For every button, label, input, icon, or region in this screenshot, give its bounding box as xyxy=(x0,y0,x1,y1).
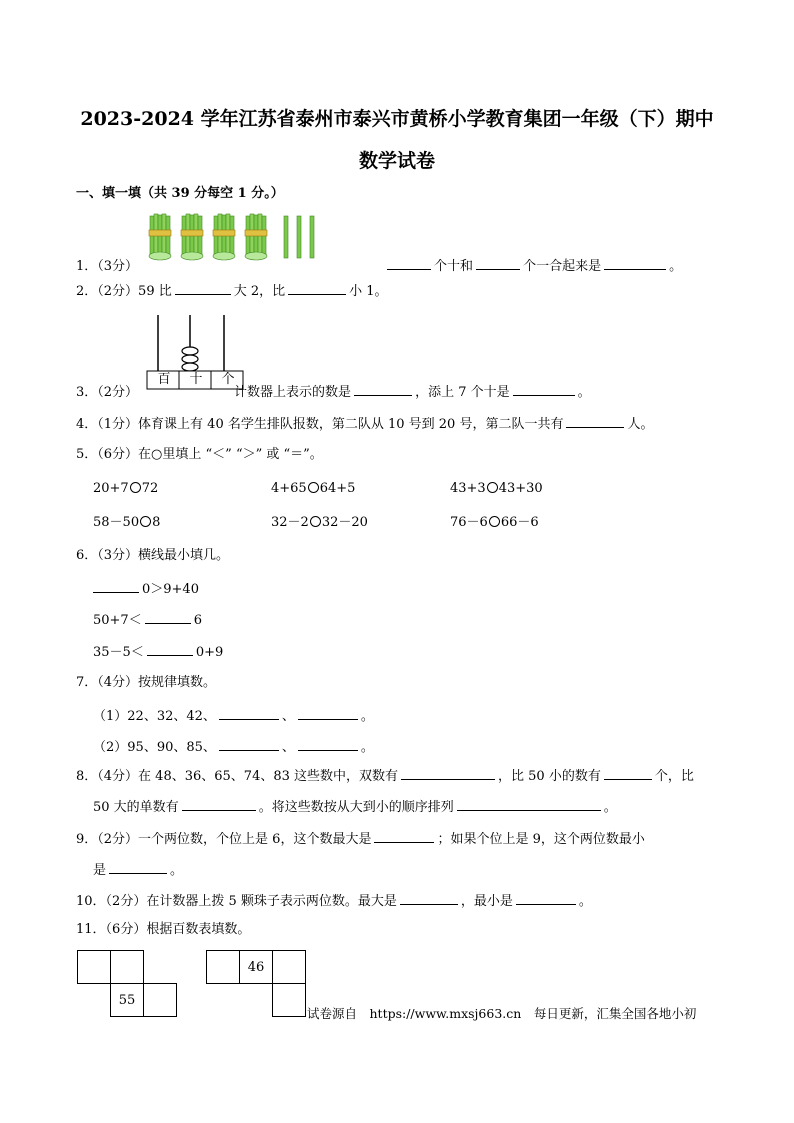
answer-blank[interactable] xyxy=(476,257,520,270)
answer-blank[interactable] xyxy=(604,767,652,780)
compare-item: 58－50 8 xyxy=(93,515,161,530)
compare-item: 20+7 72 xyxy=(93,481,159,496)
answer-blank[interactable] xyxy=(566,415,624,428)
answer-blank[interactable] xyxy=(401,767,495,780)
compare-item: 32－2 32－20 xyxy=(271,515,368,530)
answer-blank[interactable] xyxy=(374,830,434,843)
grid-cell-55: 55 xyxy=(110,983,144,1017)
question-8-line-2: 50 大的单数有 。将这些数按从大到小的顺序排列 。 xyxy=(93,800,617,815)
answer-blank[interactable] xyxy=(298,738,358,751)
question-10: 10．（2分）在计数器上拨 5 颗珠子表示两位数。最大是 ，最小是 。 xyxy=(76,894,592,909)
abacus-label-ones: 个 xyxy=(221,372,235,387)
answer-blank[interactable] xyxy=(604,257,666,270)
abacus-label-tens: 十 xyxy=(189,372,203,387)
q7-line-2: （2）95、90、85、 、 。 xyxy=(93,740,374,755)
compare-circle[interactable] xyxy=(489,516,500,527)
answer-blank[interactable] xyxy=(145,611,191,624)
compare-circle[interactable] xyxy=(487,482,498,493)
question-8: 8．（4分）在 48、36、65、74、83 这些数中，双数有 ，比 50 小的数有 个，比 xyxy=(76,769,694,784)
answer-blank[interactable] xyxy=(219,707,279,720)
compare-item: 4+65 64+5 xyxy=(271,481,356,496)
answer-blank[interactable] xyxy=(516,892,576,905)
grid-cell[interactable] xyxy=(77,950,111,984)
q7-line-1: （1）22、32、42、 、 。 xyxy=(93,709,374,724)
answer-blank[interactable] xyxy=(513,383,575,396)
answer-blank[interactable] xyxy=(109,861,167,874)
question-9: 9．（2分）一个两位数，个位上是 6，这个数最大是 ；如果个位上是 9，这个两位数最小 xyxy=(76,832,645,847)
answer-blank[interactable] xyxy=(400,892,458,905)
section-heading: 一、填一填（共 39 分每空 1 分。） xyxy=(76,186,284,201)
grid-cell-46: 46 xyxy=(239,950,273,984)
answer-blank[interactable] xyxy=(298,707,358,720)
question-2: 2．（2分）59 比 大 2，比 小 1。 xyxy=(76,284,388,299)
grid-cell[interactable] xyxy=(143,983,177,1017)
compare-circle[interactable] xyxy=(310,516,321,527)
question-6: 6．（3分）横线最小填几。 xyxy=(76,548,230,563)
compare-circle[interactable] xyxy=(130,482,141,493)
grid-cell[interactable] xyxy=(272,983,306,1017)
stick-bundles-image xyxy=(142,208,328,264)
page-title: 2023-2024 学年江苏省泰州市泰兴市黄桥小学教育集团一年级（下）期中 xyxy=(80,108,714,130)
answer-blank[interactable] xyxy=(354,383,412,396)
compare-item: 43+3 43+30 xyxy=(450,481,543,496)
compare-item: 76－6 66－6 xyxy=(450,515,539,530)
grid-cell[interactable] xyxy=(206,950,240,984)
answer-blank[interactable] xyxy=(93,580,139,593)
page-subtitle: 数学试卷 xyxy=(358,150,435,172)
answer-blank[interactable] xyxy=(147,643,193,656)
q6-line-3: 35－5＜ 0+9 xyxy=(93,645,224,660)
compare-circle[interactable] xyxy=(140,516,151,527)
grid-cell[interactable] xyxy=(272,950,306,984)
question-5: 5．（6分）在○里填上 “＜” “＞” 或 “＝”。 xyxy=(76,447,323,462)
question-11: 11．（6分）根据百数表填数。 xyxy=(76,922,251,937)
answer-blank[interactable] xyxy=(219,738,279,751)
answer-blank[interactable] xyxy=(457,798,601,811)
grid-cell[interactable] xyxy=(110,950,144,984)
answer-blank[interactable] xyxy=(175,282,231,295)
question-9-line-2: 是 。 xyxy=(93,863,184,878)
answer-blank[interactable] xyxy=(387,257,431,270)
q6-line-2: 50+7＜ 6 xyxy=(93,613,202,628)
question-7: 7．（4分）按规律填数。 xyxy=(76,675,217,690)
q6-line-1: 0＞9+40 xyxy=(93,580,199,598)
answer-blank[interactable] xyxy=(288,282,346,295)
question-4: 4．（1分）体育课上有 40 名学生排队报数，第二队从 10 号到 20 号，第二队一共有 人。 xyxy=(76,417,654,432)
source-footer: 试卷源自 https://www.mxsj663.cn 每日更新，汇集全国各地小初 xyxy=(307,1006,697,1021)
compare-circle[interactable] xyxy=(308,482,319,493)
answer-blank[interactable] xyxy=(182,798,256,811)
abacus-label-hundreds: 百 xyxy=(157,372,171,387)
